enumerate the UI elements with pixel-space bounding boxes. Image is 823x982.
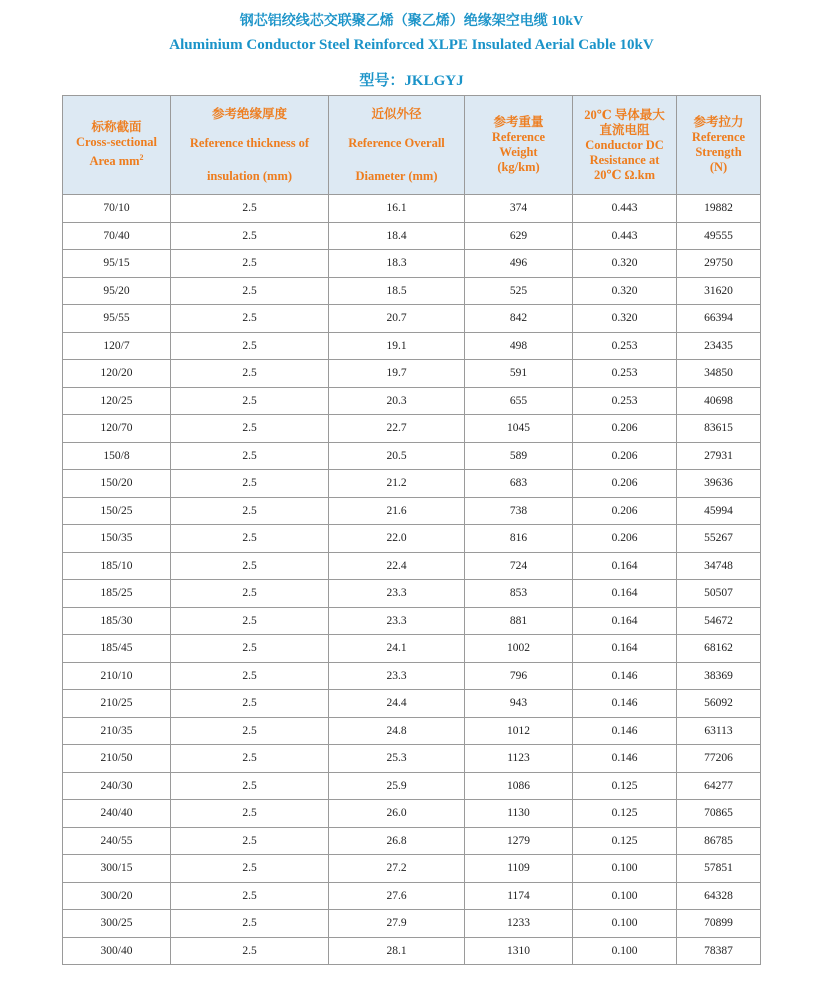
- cell-diameter: 20.7: [329, 305, 465, 333]
- cell-weight: 1174: [465, 882, 573, 910]
- table-row: [63, 470, 761, 498]
- table-row: [63, 745, 761, 773]
- cell-thickness: 2.5: [171, 497, 329, 525]
- cell-resistance: 0.146: [573, 690, 677, 718]
- cell-weight: 591: [465, 360, 573, 388]
- cell-resistance: 0.125: [573, 827, 677, 855]
- col-header-weight: [465, 96, 573, 195]
- cell-diameter: 21.6: [329, 497, 465, 525]
- cell-weight: 816: [465, 525, 573, 553]
- cell-thickness: 2.5: [171, 222, 329, 250]
- table-row: [63, 332, 761, 360]
- cell-area: 150/25: [63, 497, 171, 525]
- cell-area: 210/35: [63, 717, 171, 745]
- cell-area: 120/20: [63, 360, 171, 388]
- col-header-strength-en3: (N): [709, 160, 728, 174]
- table-row: [63, 222, 761, 250]
- table-row: [63, 800, 761, 828]
- cell-resistance: 0.253: [573, 360, 677, 388]
- cell-weight: 1310: [465, 937, 573, 965]
- cell-strength: 56092: [677, 690, 761, 718]
- table-row: [63, 387, 761, 415]
- cell-diameter: 26.0: [329, 800, 465, 828]
- cell-thickness: 2.5: [171, 387, 329, 415]
- cell-weight: 1002: [465, 635, 573, 663]
- cell-diameter: 19.7: [329, 360, 465, 388]
- cell-resistance: 0.146: [573, 717, 677, 745]
- cell-thickness: 2.5: [171, 195, 329, 223]
- cell-diameter: 23.3: [329, 662, 465, 690]
- cell-thickness: 2.5: [171, 690, 329, 718]
- cell-thickness: 2.5: [171, 607, 329, 635]
- col-header-diameter-en2: Diameter (mm): [355, 168, 438, 183]
- cell-resistance: 0.443: [573, 195, 677, 223]
- table-row: [63, 772, 761, 800]
- cell-diameter: 22.7: [329, 415, 465, 443]
- cell-weight: 498: [465, 332, 573, 360]
- cell-area: 300/25: [63, 910, 171, 938]
- cell-strength: 66394: [677, 305, 761, 333]
- cell-diameter: 25.9: [329, 772, 465, 800]
- cell-area: 240/55: [63, 827, 171, 855]
- table-row: [63, 442, 761, 470]
- cell-diameter: 24.4: [329, 690, 465, 718]
- cell-area: 185/25: [63, 580, 171, 608]
- header-row: [63, 96, 761, 195]
- table-row: [63, 497, 761, 525]
- cell-area: 210/10: [63, 662, 171, 690]
- cell-strength: 54672: [677, 607, 761, 635]
- table-row: [63, 690, 761, 718]
- col-header-resistance: [573, 96, 677, 195]
- cell-weight: 496: [465, 250, 573, 278]
- cell-strength: 19882: [677, 195, 761, 223]
- cell-strength: 38369: [677, 662, 761, 690]
- table-row: [63, 250, 761, 278]
- cell-strength: 23435: [677, 332, 761, 360]
- cell-thickness: 2.5: [171, 470, 329, 498]
- table-row: [63, 277, 761, 305]
- cell-diameter: 20.5: [329, 442, 465, 470]
- cell-weight: 1130: [465, 800, 573, 828]
- cell-strength: 63113: [677, 717, 761, 745]
- cell-resistance: 0.206: [573, 525, 677, 553]
- cell-strength: 40698: [677, 387, 761, 415]
- cell-thickness: 2.5: [171, 662, 329, 690]
- cell-diameter: 21.2: [329, 470, 465, 498]
- cell-weight: 1123: [465, 745, 573, 773]
- cell-weight: 881: [465, 607, 573, 635]
- cell-area: 210/25: [63, 690, 171, 718]
- cell-weight: 1233: [465, 910, 573, 938]
- col-header-area-cn: 标称截面: [91, 120, 142, 135]
- cell-diameter: 16.1: [329, 195, 465, 223]
- cell-resistance: 0.100: [573, 855, 677, 883]
- col-header-diameter-en1: Reference Overall: [348, 135, 445, 150]
- table-row: [63, 827, 761, 855]
- col-header-resistance-en1: Conductor DC: [585, 137, 664, 152]
- cell-area: 95/20: [63, 277, 171, 305]
- table-row: [63, 415, 761, 443]
- cell-weight: 796: [465, 662, 573, 690]
- cell-weight: 1279: [465, 827, 573, 855]
- cell-strength: 64277: [677, 772, 761, 800]
- cell-strength: 68162: [677, 635, 761, 663]
- spec-table: [62, 95, 761, 965]
- col-header-strength-en2: Strength: [695, 145, 742, 159]
- table-row: [63, 360, 761, 388]
- cell-diameter: 18.4: [329, 222, 465, 250]
- col-header-resistance-cn2: 直流电阻: [599, 122, 650, 137]
- title-english: Aluminium Conductor Steel Reinforced XLPE Insulated Aerial Cable 10kV: [169, 37, 654, 53]
- cell-diameter: 18.3: [329, 250, 465, 278]
- cell-area: 300/40: [63, 937, 171, 965]
- cell-strength: 34850: [677, 360, 761, 388]
- cell-area: 150/8: [63, 442, 171, 470]
- cell-resistance: 0.320: [573, 305, 677, 333]
- cell-thickness: 2.5: [171, 360, 329, 388]
- table-row: [63, 717, 761, 745]
- cell-weight: 1045: [465, 415, 573, 443]
- cell-area: 120/7: [63, 332, 171, 360]
- col-header-weight-en2: Weight: [499, 145, 538, 159]
- col-header-thickness-en2: insulation (mm): [206, 168, 293, 183]
- col-header-strength: [677, 96, 761, 195]
- cell-weight: 842: [465, 305, 573, 333]
- cell-thickness: 2.5: [171, 442, 329, 470]
- cell-weight: 1086: [465, 772, 573, 800]
- cell-strength: 45994: [677, 497, 761, 525]
- cell-resistance: 0.443: [573, 222, 677, 250]
- cell-resistance: 0.164: [573, 552, 677, 580]
- cell-area: 95/15: [63, 250, 171, 278]
- cell-diameter: 22.4: [329, 552, 465, 580]
- cell-weight: 853: [465, 580, 573, 608]
- cell-weight: 1109: [465, 855, 573, 883]
- cell-strength: 50507: [677, 580, 761, 608]
- col-header-strength-en1: Reference: [691, 130, 746, 144]
- cell-thickness: 2.5: [171, 882, 329, 910]
- cell-strength: 83615: [677, 415, 761, 443]
- cell-thickness: 2.5: [171, 855, 329, 883]
- cell-strength: 55267: [677, 525, 761, 553]
- cell-strength: 57851: [677, 855, 761, 883]
- cell-thickness: 2.5: [171, 910, 329, 938]
- cell-strength: 29750: [677, 250, 761, 278]
- col-header-resistance-en3: 20℃ Ω.km: [593, 167, 656, 182]
- cell-area: 300/20: [63, 882, 171, 910]
- table-body: [63, 195, 761, 965]
- cell-resistance: 0.253: [573, 332, 677, 360]
- cell-diameter: 27.9: [329, 910, 465, 938]
- cell-thickness: 2.5: [171, 800, 329, 828]
- cell-area: 120/25: [63, 387, 171, 415]
- cell-weight: 589: [465, 442, 573, 470]
- cell-resistance: 0.146: [573, 745, 677, 773]
- cell-diameter: 18.5: [329, 277, 465, 305]
- cell-thickness: 2.5: [171, 580, 329, 608]
- cell-area: 185/45: [63, 635, 171, 663]
- cell-diameter: 26.8: [329, 827, 465, 855]
- cell-area: 240/30: [63, 772, 171, 800]
- cell-weight: 943: [465, 690, 573, 718]
- col-header-area: [63, 96, 171, 195]
- cell-strength: 31620: [677, 277, 761, 305]
- table-row: [63, 552, 761, 580]
- cell-resistance: 0.253: [573, 387, 677, 415]
- cell-diameter: 24.1: [329, 635, 465, 663]
- cell-weight: 525: [465, 277, 573, 305]
- cell-thickness: 2.5: [171, 717, 329, 745]
- col-header-diameter-cn: 近似外径: [371, 106, 422, 121]
- cell-resistance: 0.125: [573, 800, 677, 828]
- cell-thickness: 2.5: [171, 552, 329, 580]
- cell-area: 240/40: [63, 800, 171, 828]
- cell-resistance: 0.206: [573, 442, 677, 470]
- cell-diameter: 23.3: [329, 607, 465, 635]
- cell-resistance: 0.206: [573, 470, 677, 498]
- cell-diameter: 23.3: [329, 580, 465, 608]
- cell-area: 185/30: [63, 607, 171, 635]
- cell-strength: 27931: [677, 442, 761, 470]
- cell-strength: 49555: [677, 222, 761, 250]
- cell-thickness: 2.5: [171, 772, 329, 800]
- cell-diameter: 27.2: [329, 855, 465, 883]
- table-row: [63, 607, 761, 635]
- table-row: [63, 305, 761, 333]
- cell-resistance: 0.125: [573, 772, 677, 800]
- cell-diameter: 20.3: [329, 387, 465, 415]
- cell-area: 70/40: [63, 222, 171, 250]
- cell-area: 185/10: [63, 552, 171, 580]
- cell-resistance: 0.164: [573, 607, 677, 635]
- cell-area: 120/70: [63, 415, 171, 443]
- cell-area: 300/15: [63, 855, 171, 883]
- col-header-area-sup: 2: [139, 153, 144, 163]
- cell-weight: 738: [465, 497, 573, 525]
- col-header-resistance-cn1: 20℃ 导体最大: [584, 107, 665, 122]
- col-header-diameter: [329, 96, 465, 195]
- cell-diameter: 28.1: [329, 937, 465, 965]
- table-row: [63, 910, 761, 938]
- title-chinese: 钢芯铝绞线芯交联聚乙烯（聚乙烯）绝缘架空电缆 10kV: [239, 14, 584, 29]
- cell-strength: 86785: [677, 827, 761, 855]
- col-header-resistance-en2: Resistance at: [589, 152, 660, 167]
- cell-area: 150/35: [63, 525, 171, 553]
- table-row: [63, 882, 761, 910]
- cell-resistance: 0.100: [573, 937, 677, 965]
- cell-diameter: 19.1: [329, 332, 465, 360]
- cell-thickness: 2.5: [171, 415, 329, 443]
- cell-resistance: 0.320: [573, 250, 677, 278]
- col-header-thickness-cn: 参考绝缘厚度: [211, 106, 287, 121]
- cell-area: 70/10: [63, 195, 171, 223]
- cell-diameter: 22.0: [329, 525, 465, 553]
- cell-area: 150/20: [63, 470, 171, 498]
- cell-diameter: 24.8: [329, 717, 465, 745]
- table-row: [63, 855, 761, 883]
- cell-thickness: 2.5: [171, 332, 329, 360]
- cell-strength: 39636: [677, 470, 761, 498]
- col-header-thickness-en1: Reference thickness of: [189, 135, 310, 150]
- cell-weight: 724: [465, 552, 573, 580]
- cell-weight: 683: [465, 470, 573, 498]
- cell-weight: 655: [465, 387, 573, 415]
- cell-strength: 64328: [677, 882, 761, 910]
- cell-diameter: 27.6: [329, 882, 465, 910]
- col-header-area-en1: Cross-sectional: [75, 135, 157, 150]
- cell-diameter: 25.3: [329, 745, 465, 773]
- cell-thickness: 2.5: [171, 305, 329, 333]
- cell-thickness: 2.5: [171, 250, 329, 278]
- col-header-area-en2: Area mm: [89, 154, 140, 169]
- cell-thickness: 2.5: [171, 827, 329, 855]
- cell-resistance: 0.100: [573, 882, 677, 910]
- model-code: 型号：JKLGYJ: [359, 73, 464, 89]
- cell-area: 95/55: [63, 305, 171, 333]
- col-header-weight-en3: (kg/km): [497, 160, 540, 174]
- cell-resistance: 0.164: [573, 635, 677, 663]
- table-row: [63, 662, 761, 690]
- cell-resistance: 0.320: [573, 277, 677, 305]
- cell-resistance: 0.146: [573, 662, 677, 690]
- cell-thickness: 2.5: [171, 277, 329, 305]
- table-row: [63, 195, 761, 223]
- cell-thickness: 2.5: [171, 937, 329, 965]
- table-row: [63, 635, 761, 663]
- table-row: [63, 580, 761, 608]
- cell-weight: 629: [465, 222, 573, 250]
- cell-thickness: 2.5: [171, 525, 329, 553]
- cell-resistance: 0.206: [573, 497, 677, 525]
- cell-strength: 78387: [677, 937, 761, 965]
- col-header-weight-cn: 参考重量: [493, 115, 544, 129]
- cell-strength: 70865: [677, 800, 761, 828]
- cell-resistance: 0.100: [573, 910, 677, 938]
- cell-weight: 374: [465, 195, 573, 223]
- cell-strength: 34748: [677, 552, 761, 580]
- cell-thickness: 2.5: [171, 745, 329, 773]
- cell-resistance: 0.206: [573, 415, 677, 443]
- col-header-strength-cn: 参考拉力: [693, 115, 744, 129]
- col-header-thickness: [171, 96, 329, 195]
- cell-strength: 70899: [677, 910, 761, 938]
- cell-area: 210/50: [63, 745, 171, 773]
- col-header-weight-en1: Reference: [491, 130, 546, 144]
- cell-weight: 1012: [465, 717, 573, 745]
- table-row: [63, 525, 761, 553]
- cell-resistance: 0.164: [573, 580, 677, 608]
- cell-thickness: 2.5: [171, 635, 329, 663]
- table-row: [63, 937, 761, 965]
- col-header-area-en2-wrap: [65, 150, 168, 169]
- cell-strength: 77206: [677, 745, 761, 773]
